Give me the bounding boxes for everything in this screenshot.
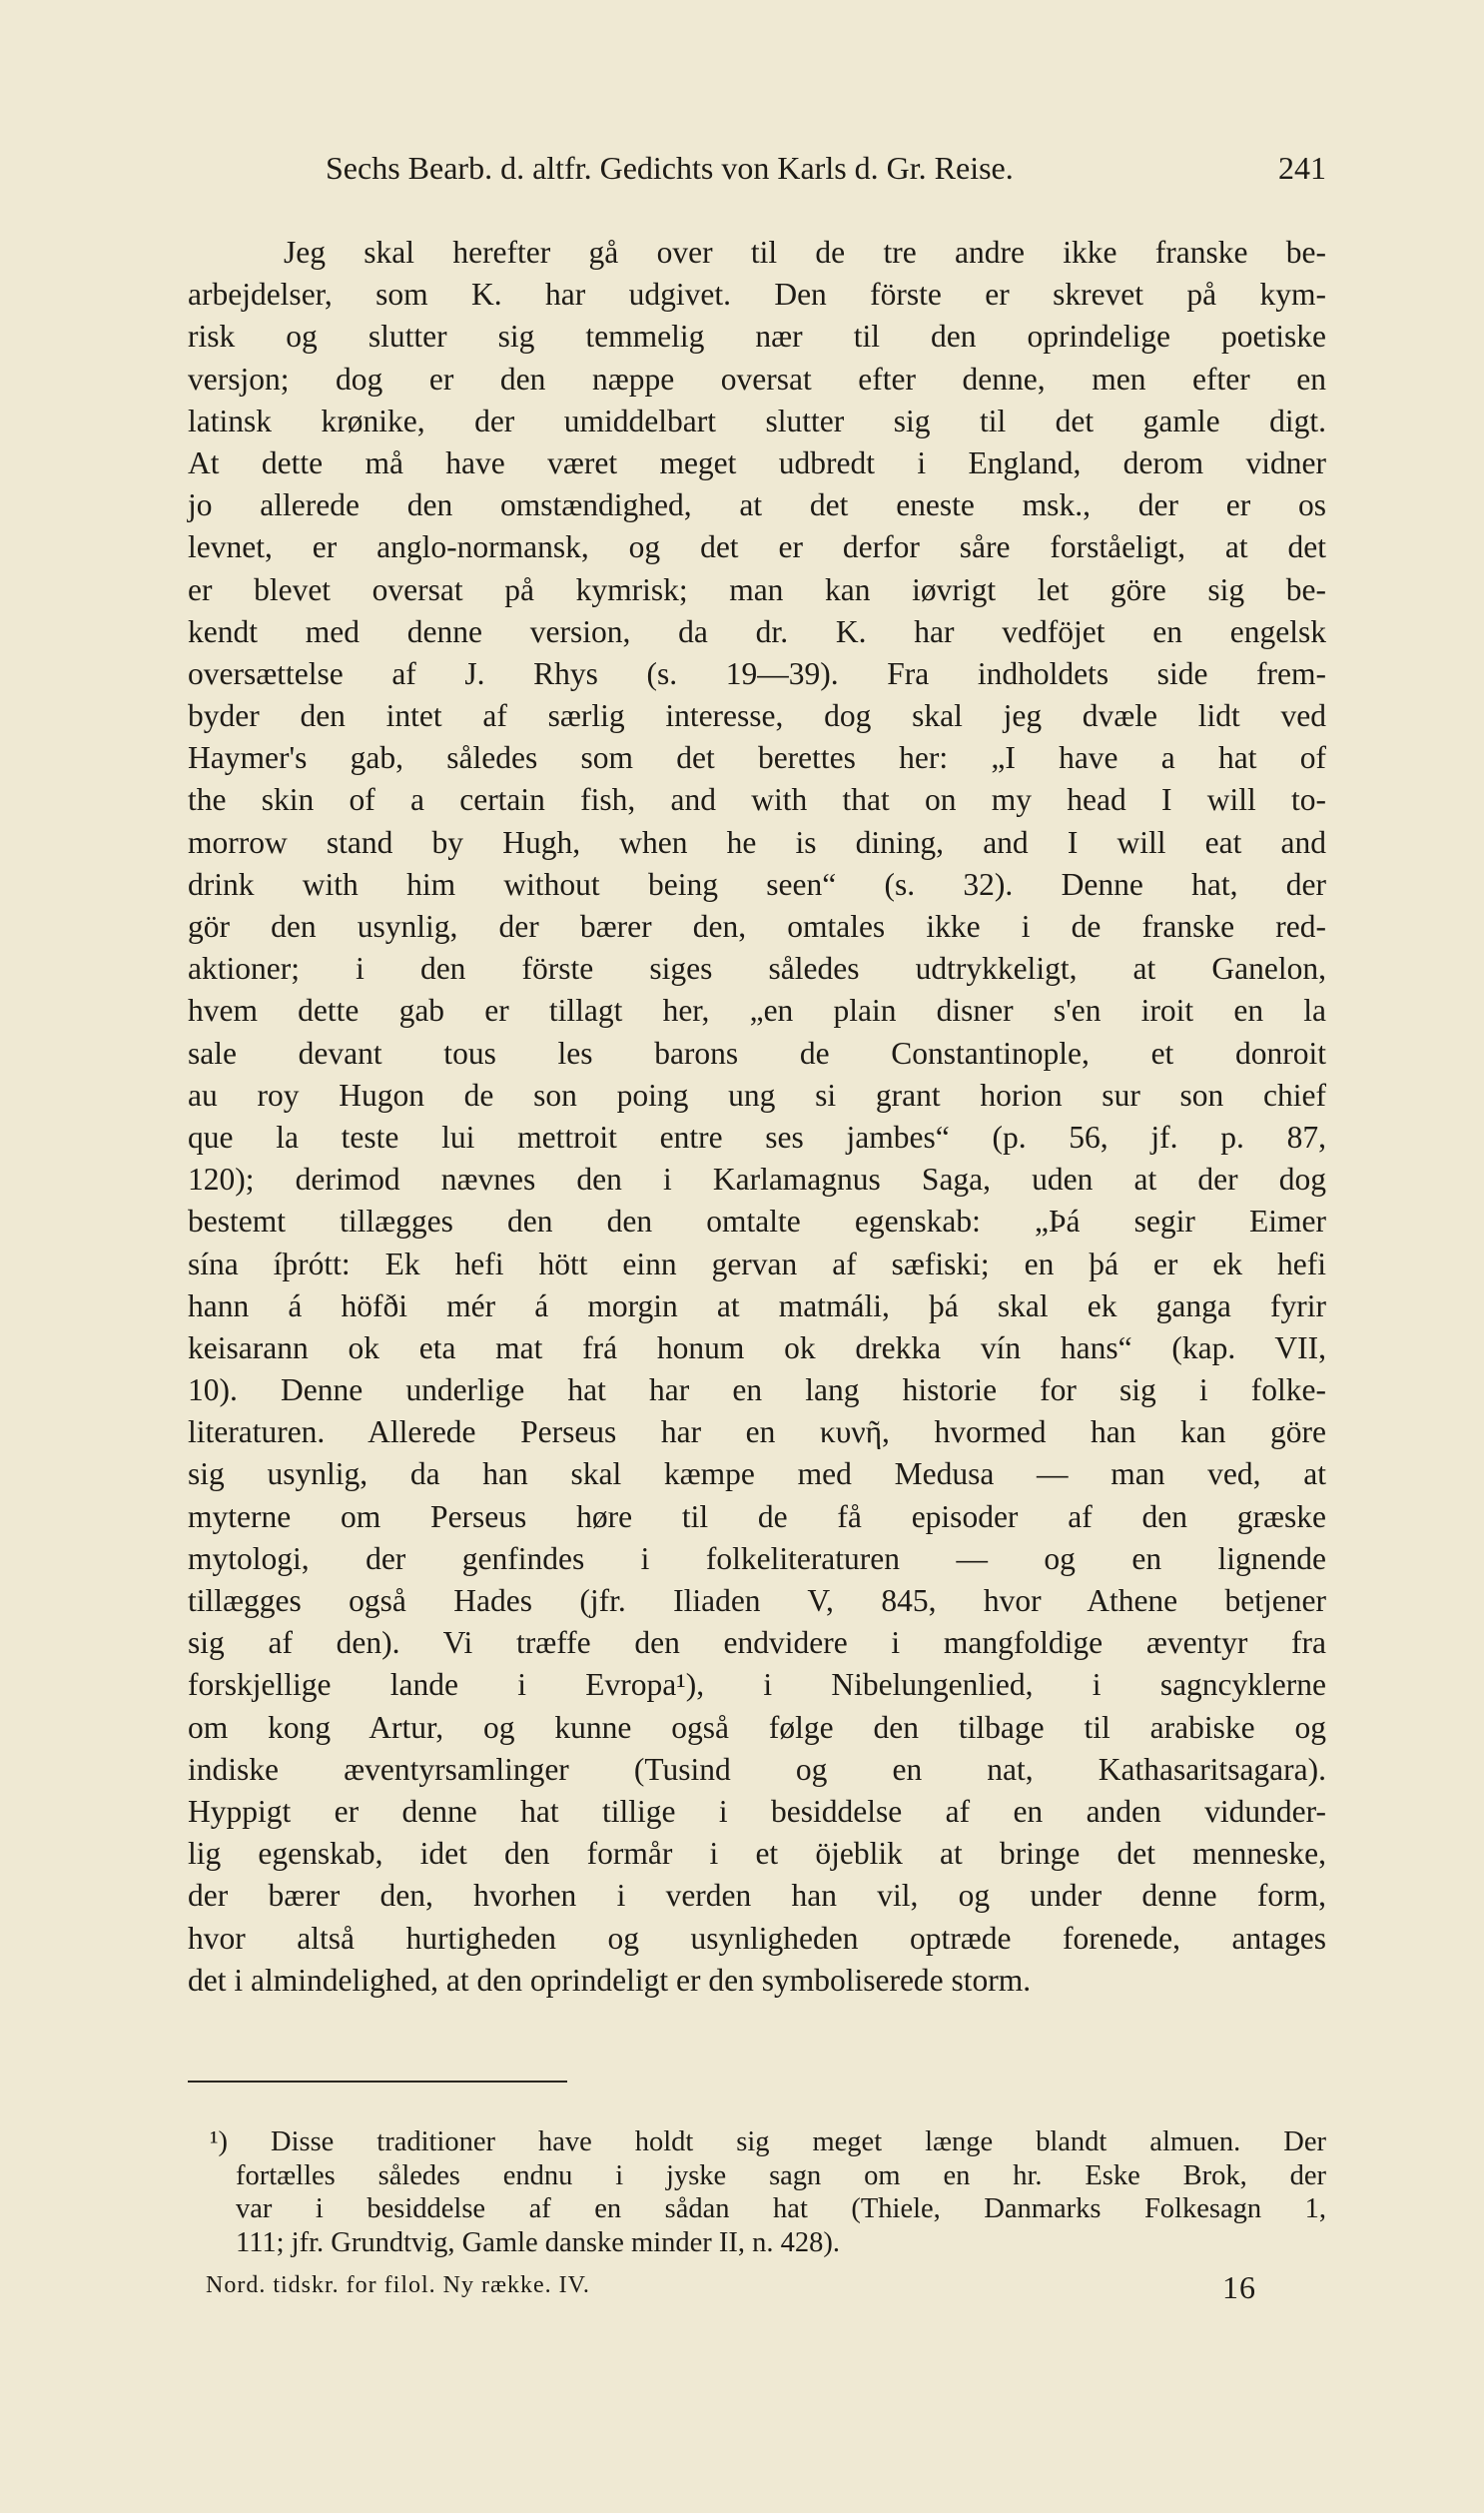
text-line: au roy Hugon de son poing ung si grant horion sur son chief	[188, 1077, 1326, 1113]
text-line: sale devant tous les barons de Constantinople, et donroit	[188, 1035, 1326, 1071]
text-line: mytologi, der genfindes i folkeliteraturen — og en lignende	[188, 1540, 1326, 1576]
text-line: arbejdelser, som K. har udgivet. Den förste er skrevet på kym-	[188, 277, 1326, 313]
text-line: Hyppigt er denne hat tillige i besiddelse af en anden vidunder-	[188, 1793, 1326, 1829]
text-line: aktioner; i den förste siges således udtrykkeligt, at Ganelon,	[188, 951, 1326, 987]
text-line: sig af den). Vi træffe den endvidere i mangfoldige æventyr fra	[188, 1625, 1326, 1661]
text-line: literaturen. Allerede Perseus har en κυνῆ, hvormed han kan göre	[188, 1414, 1326, 1450]
journal-signature: Nord. tidskr. for filol. Ny række. IV.	[206, 2272, 590, 2298]
text-line: drink with him without being seen“ (s. 32). Denne hat, der	[188, 866, 1326, 902]
text-line: versjon; dog er den næppe oversat efter denne, men efter en	[188, 361, 1326, 397]
text-line: det i almindelighed, at den oprindeligt er den symboliserede storm.	[188, 1962, 1032, 1998]
text-line: hvor altså hurtigheden og usynligheden optræde forenede, antages	[188, 1920, 1326, 1956]
text-line: que la teste lui mettroit entre ses jambes“ (p. 56, jf. p. 87,	[188, 1119, 1326, 1155]
text-line: forskjellige lande i Evropa¹), i Nibelungenlied, i sagncyklerne	[188, 1667, 1326, 1703]
text-line: 10). Denne underlige hat har en lang historie for sig i folke-	[188, 1372, 1326, 1408]
text-line: er blevet oversat på kymrisk; man kan iøvrigt let göre sig be-	[188, 571, 1326, 607]
text-line: the skin of a certain fish, and with that on my head I will to-	[188, 782, 1326, 818]
page-number: 241	[1278, 150, 1326, 186]
footnote-line: 111; jfr. Grundtvig, Gamle danske minder II, n. 428).	[236, 2226, 840, 2258]
text-line: Haymer's gab, således som det berettes her: „I have a hat of	[188, 740, 1326, 776]
text-line: keisarann ok eta mat frá honum ok drekka vín hans“ (kap. VII,	[188, 1329, 1326, 1365]
text-line: myterne om Perseus høre til de få episoder af den græske	[188, 1498, 1326, 1534]
running-title: Sechs Bearb. d. altfr. Gedichts von Karls d. Gr. Reise.	[326, 150, 1014, 186]
text-line: der bærer den, hvorhen i verden han vil, og under denne form,	[188, 1878, 1326, 1914]
text-line: morrow stand by Hugh, when he is dining, and I will eat and	[188, 824, 1326, 860]
sheet-number: 16	[1222, 2269, 1256, 2305]
text-line: risk og slutter sig temmelig nær til den oprindelige poetiske	[188, 319, 1326, 355]
text-line: hvem dette gab er tillagt her, „en plain disner s'en iroit en la	[188, 993, 1326, 1029]
text-line: latinsk krønike, der umiddelbart slutter sig til det gamle digt.	[188, 403, 1326, 438]
text-line: kendt med denne version, da dr. K. har vedföjet en engelsk	[188, 613, 1326, 649]
text-line: 120); derimod nævnes den i Karlamagnus Saga, uden at der dog	[188, 1162, 1326, 1198]
text-line: byder den intet af særlig interesse, dog skal jeg dvæle lidt ved	[188, 698, 1326, 734]
text-line: bestemt tillægges den den omtalte egenskab: „Þá segir Eimer	[188, 1204, 1326, 1240]
text-line: Jeg skal herefter gå over til de tre andre ikke franske be-	[284, 235, 1326, 270]
text-line: levnet, er anglo-normansk, og det er derfor såre forståeligt, at det	[188, 529, 1326, 565]
footnote-line: fortælles således endnu i jyske sagn om en hr. Eske Brok, der	[236, 2159, 1326, 2191]
text-line: lig egenskab, idet den formår i et öjeblik at bringe det menneske,	[188, 1836, 1326, 1872]
body-text	[188, 232, 1326, 2002]
text-line: sig usynlig, da han skal kæmpe med Medusa — man ved, at	[188, 1456, 1326, 1492]
text-line: jo allerede den omstændighed, at det eneste msk., der er os	[188, 487, 1326, 523]
text-line: oversættelse af J. Rhys (s. 19—39). Fra indholdets side frem-	[188, 655, 1326, 691]
text-line: gör den usynlig, der bærer den, omtales ikke i de franske red-	[188, 909, 1326, 944]
text-line: hann á höfði mér á morgin at matmáli, þá skal ek ganga fyrir	[188, 1287, 1326, 1323]
footnote-rule	[188, 2081, 567, 2083]
text-line: om kong Artur, og kunne også følge den tilbage til arabiske og	[188, 1709, 1326, 1745]
footnotes	[188, 2125, 1326, 2259]
footnote-line: var i besiddelse af en sådan hat (Thiele, Danmarks Folkesagn 1,	[236, 2193, 1326, 2224]
text-line: At dette må have været meget udbredt i England, derom vidner	[188, 444, 1326, 480]
text-line: indiske æventyrsamlinger (Tusind og en nat, Kathasaritsagara).	[188, 1751, 1326, 1787]
text-line: tillægges også Hades (jfr. Iliaden V, 845, hvor Athene betjener	[188, 1583, 1326, 1618]
text-line: sína íþrótt: Ek hefi hött einn gervan af sæfiski; en þá er ek hefi	[188, 1246, 1326, 1281]
footnote-line: ¹) Disse traditioner have holdt sig meget længe blandt almuen. Der	[210, 2126, 1326, 2157]
